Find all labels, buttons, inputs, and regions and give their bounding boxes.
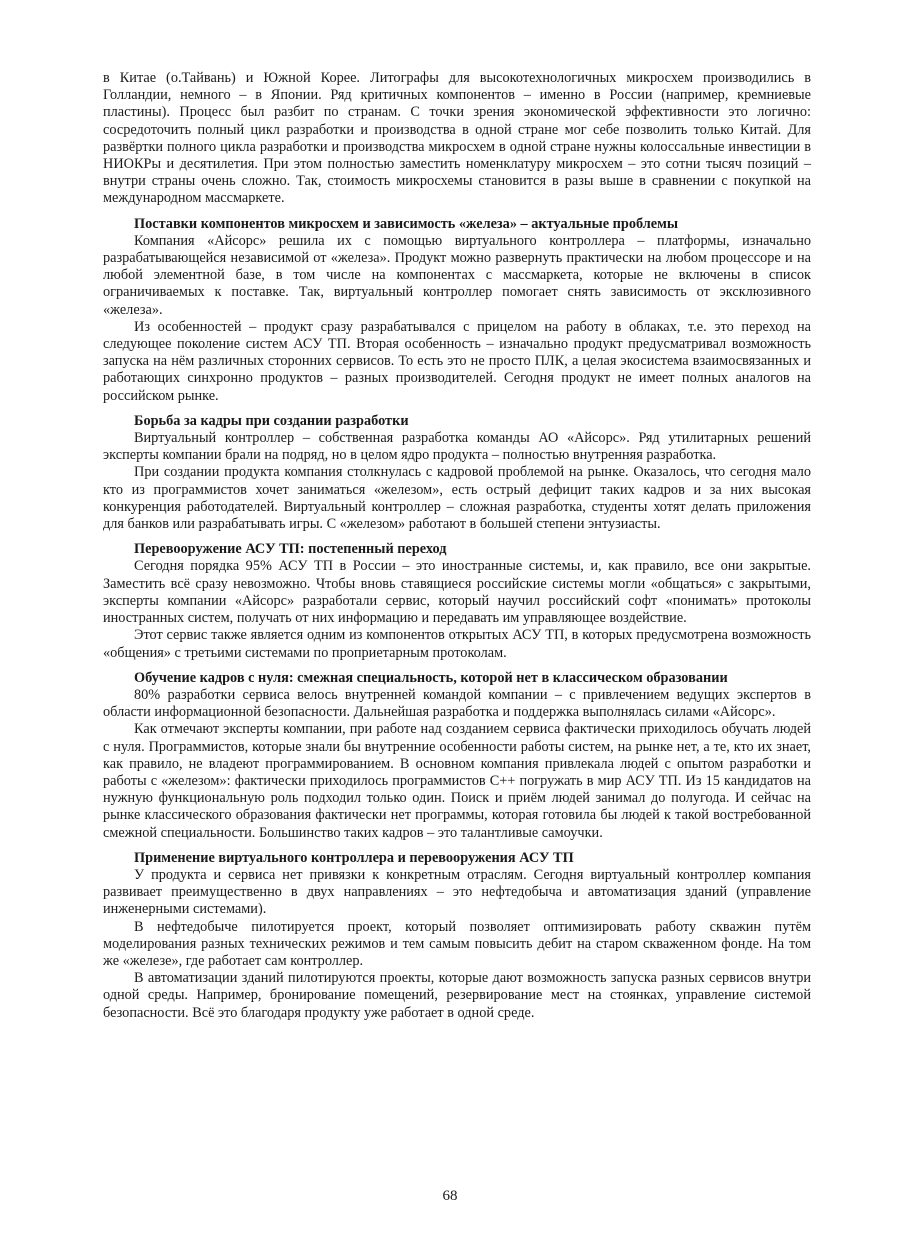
section-paragraph: В автоматизации зданий пилотируются проекты, которые дают возможность запуска разных сервисов внутри одной среды. Например, бронирование помещений, резервирование мест на стоянках, управление системой безопасности. Всё это благодаря продукту уже работает в одной среде.: [103, 970, 811, 1021]
section-rearmament: [103, 541, 811, 661]
section-paragraph: Компания «Айсорс» решила их с помощью виртуального контроллера – платформы, изначально разрабатывающейся независимой от «железа». Продукт можно развернуть практически на любом процессоре и на любой элементной базе, в том числе на компонентах с массмаркета, которые не включены в список ограничиваемых к поставке. Так, виртуальный контроллер помогает снять зависимость от эксклюзивного «железа».: [103, 232, 811, 318]
article-body: [103, 70, 811, 1022]
section-heading: Борьба за кадры при создании разработки: [134, 412, 409, 429]
section-heading: Перевооружение АСУ ТП: постепенный переход: [134, 541, 447, 558]
section-paragraph: При создании продукта компания столкнулась с кадровой проблемой на рынке. Оказалось, что сегодня мало кто из программистов хочет заниматься «железом», есть острый дефицит таких кадров и за них высокая конкуренция работодателей. Виртуальный контроллер – сложная разработка, студенты хотят делать приложения для банков или разрабатывать игры. С «железом» работают в большей степени энтузиасты.: [103, 464, 811, 533]
section-paragraph: Из особенностей – продукт сразу разрабатывался с прицелом на работу в облаках, т.е. это переход на следующее поколение систем АСУ ТП. Вторая особенность – изначально продукт предусматривал возможность запуска на нём различных сторонних сервисов. То есть это не просто ПЛК, а целая экосистема взаимосвязанных и работающих синхронно продуктов – разных производителей. Сегодня продукт не имеет полных аналогов на российском рынке.: [103, 318, 811, 404]
section-heading: Применение виртуального контроллера и перевооружения АСУ ТП: [134, 849, 574, 866]
section-paragraph: Виртуальный контроллер – собственная разработка команды АО «Айсорс». Ряд утилитарных решений эксперты компании брали на подряд, но в целом ядро продукта – полностью внутренняя разработка.: [103, 430, 811, 464]
section-paragraph: Как отмечают эксперты компании, при работе над созданием сервиса фактически приходилось обучать людей с нуля. Программистов, которые знали бы внутренние особенности работы систем, на рынке нет, а те, кто их знает, как правило, не владеют программированием. В основном компания привлекала людей с опытом разработки и работы с «железом»: фактически приходилось программистов C++ погружать в мир АСУ ТП. Из 15 кандидатов на нужную функциональную роль подходил только один. Поиск и приём людей занимал до полугода. И сейчас на рынке классического образования фактически нет программы, которая готовила бы людей к такой востребованной смежной специальности. Большинство таких кадров – это талантливые самоучки.: [103, 721, 811, 841]
section-paragraph: У продукта и сервиса нет привязки к конкретным отраслям. Сегодня виртуальный контроллер компания развивает преимущественно в двух направлениях – это нефтедобыча и автоматизация зданий (управление инженерными системами).: [103, 866, 811, 918]
section-application: [103, 850, 811, 1022]
page-number: 68: [442, 1188, 458, 1204]
section-component-supply: [103, 216, 811, 405]
section-paragraph: Сегодня порядка 95% АСУ ТП в России – это иностранные системы, и, как правило, все они закрытые. Заместить всё сразу невозможно. Чтобы вновь ставящиеся российские системы могли «общаться» с закрытыми, эксперты компании «Айсорс» разработали сервис, который научил российский софт «понимать» протоколы иностранных систем, получать от них информацию и передавать им управляющее воздействие.: [103, 558, 811, 627]
section-talent-fight: [103, 413, 811, 533]
section-heading: Обучение кадров с нуля: смежная специальность, которой нет в классическом образовании: [134, 669, 728, 686]
section-heading: Поставки компонентов микросхем и зависимость «железа» – актуальные проблемы: [134, 215, 679, 232]
section-training: [103, 670, 811, 842]
section-paragraph: 80% разработки сервиса велось внутренней командой компании – с привлечением ведущих экспертов в области информационной безопасности. Дальнейшая разработка и поддержка выполнялась силами «Айсорс».: [103, 686, 811, 721]
intro-paragraph: в Китае (о.Тайвань) и Южной Корее. Литографы для высокотехнологичных микросхем производились в Голландии, немного – в Японии. Ряд критичных компонентов – именно в России (например, кремниевые пластины). Процесс был разбит по странам. С точки зрения экономической эффективности это логично: сосредоточить полный цикл разработки и производства в одной стране мог себе позволить только Китай. Для развёртки полного цикла разработки и производства микросхем в одной стране нужны колоссальные инвестиции в НИОКРы и десятилетия. При этом полностью заместить номенклатуру микросхем – это сотни тысяч позиций – внутри страны очень сложно. Так, стоимость микросхемы становится в разы выше в сравнении с покупкой на международном массмаркете.: [103, 70, 811, 207]
section-paragraph: Этот сервис также является одним из компонентов открытых АСУ ТП, в которых предусмотрена возможность «общения» с третьими системами по проприетарным протоколам.: [103, 627, 811, 661]
section-paragraph: В нефтедобыче пилотируется проект, который позволяет оптимизировать работу скважин путём моделирования разных технических режимов и тем самым повысить дебит на старом скваженном фонде. На том же «железе», где работает сам контроллер.: [103, 918, 811, 969]
